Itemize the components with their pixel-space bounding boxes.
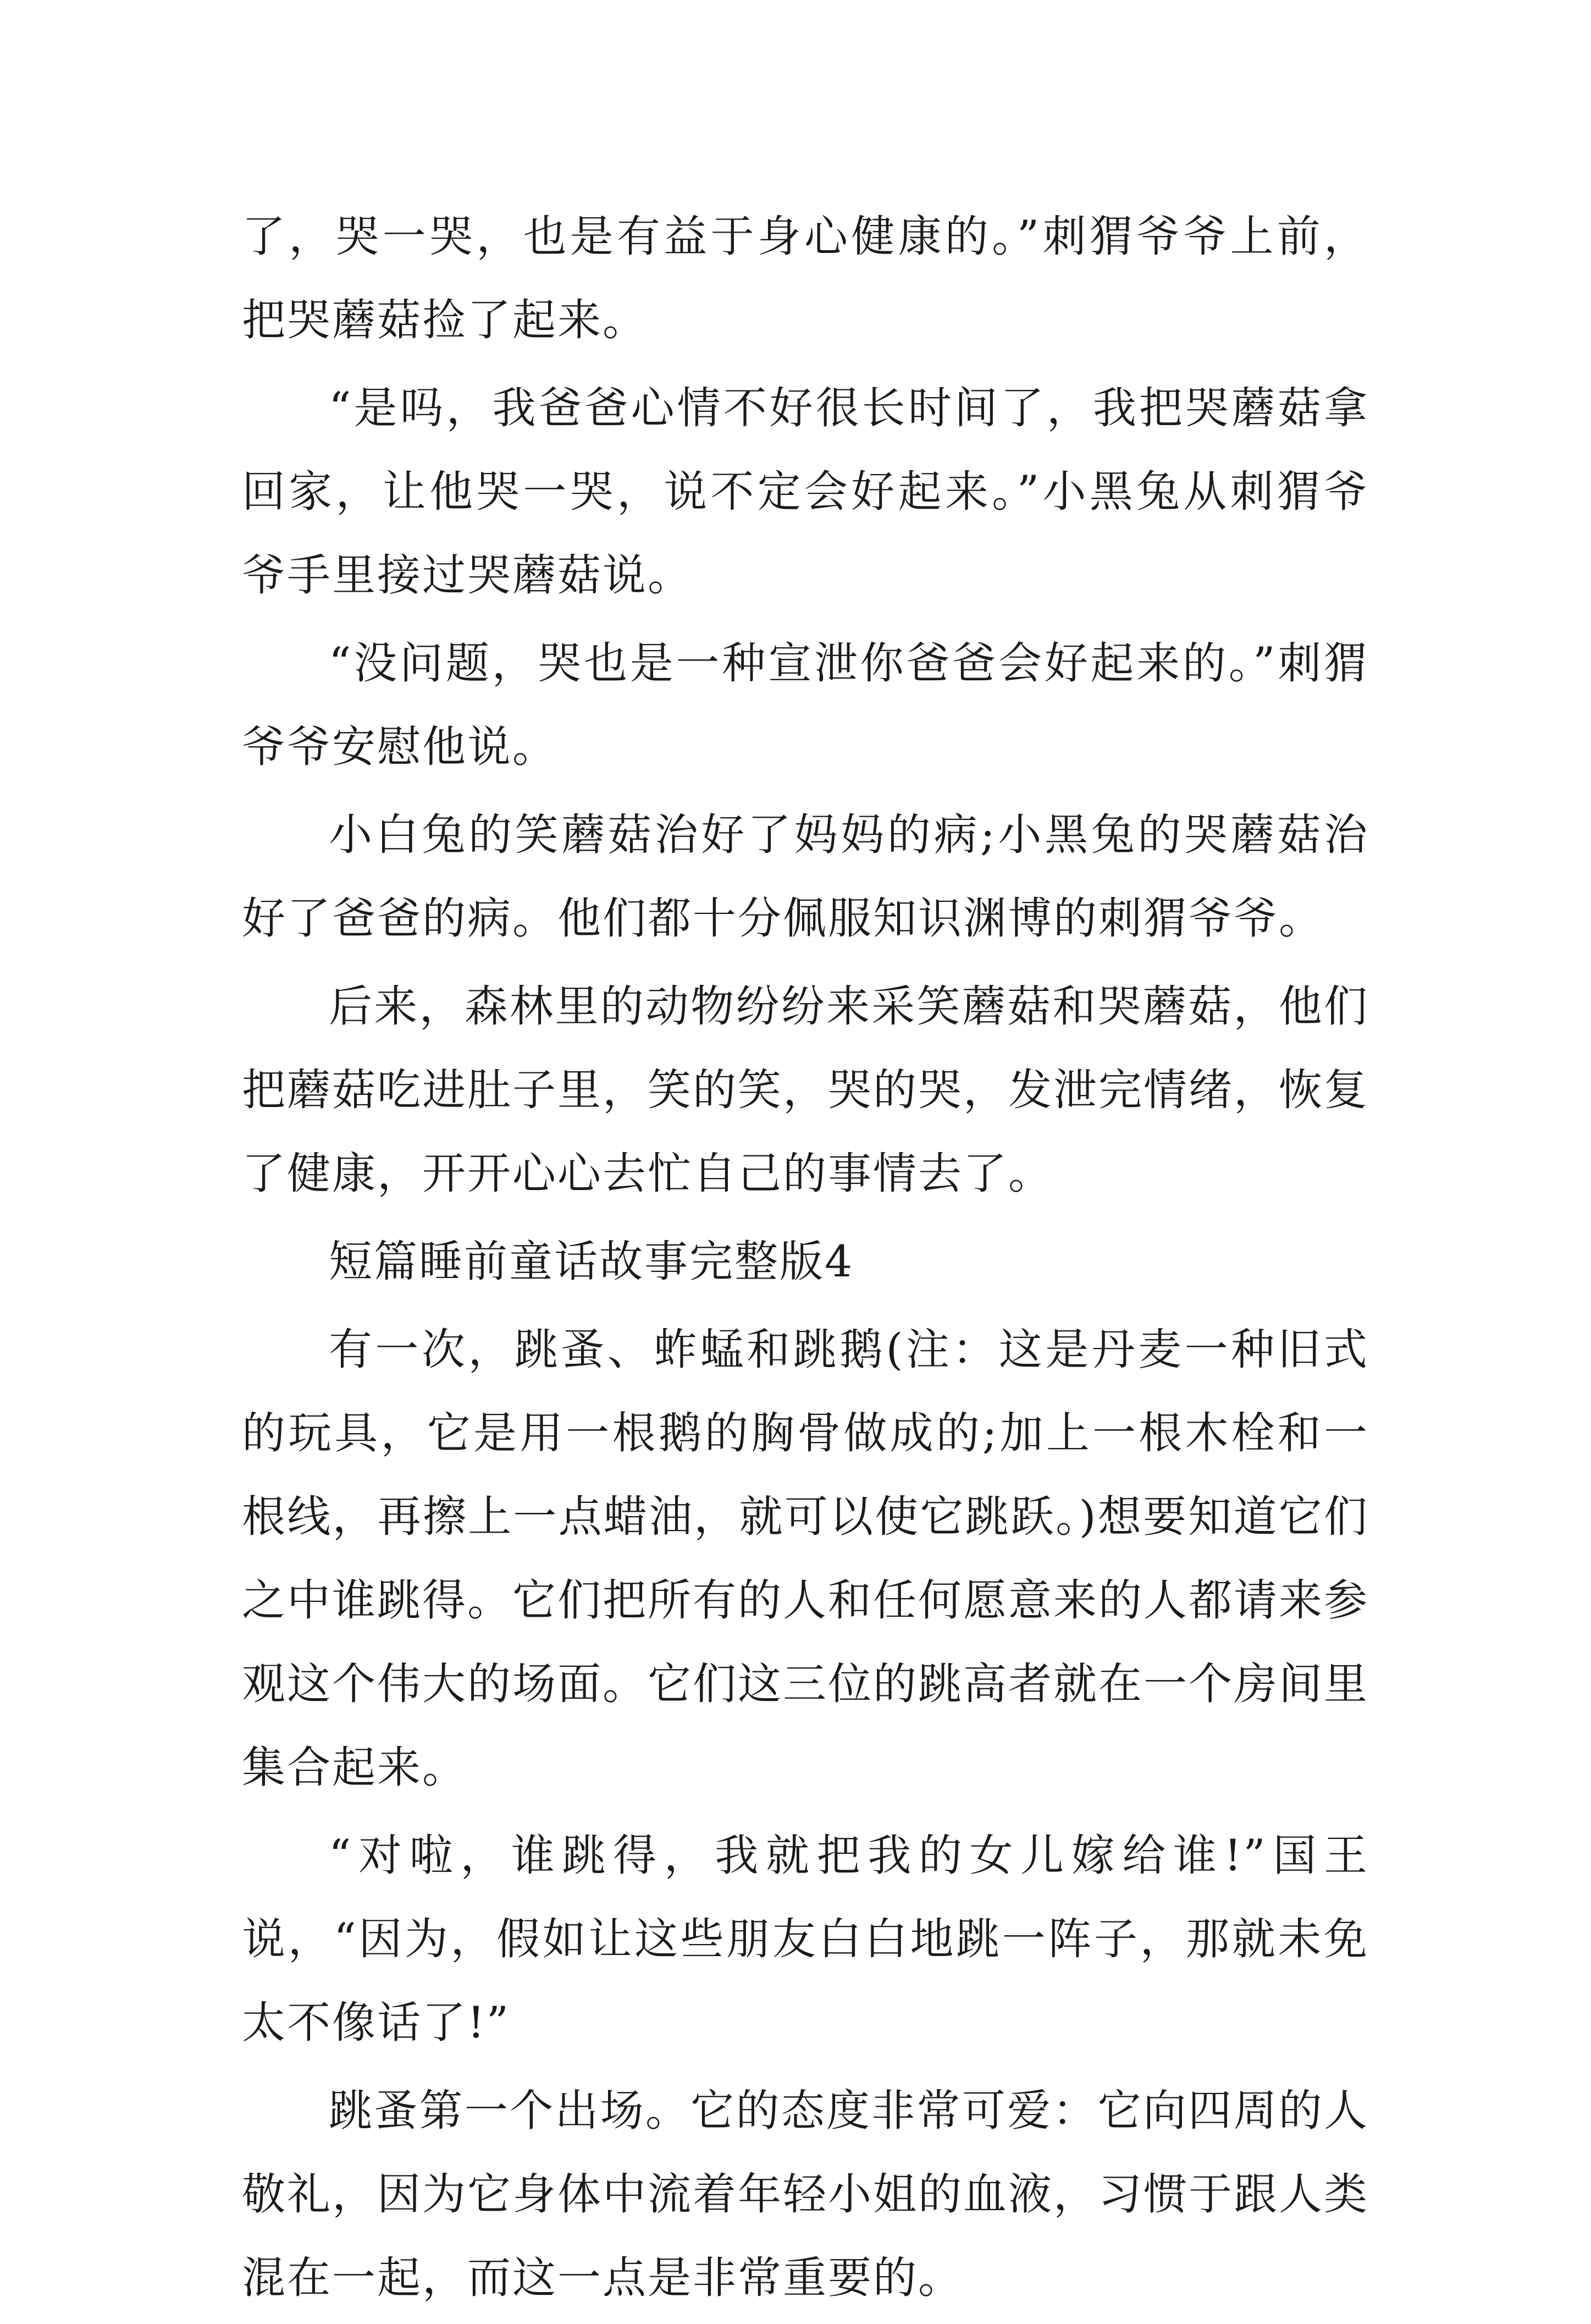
paragraph: “是吗，我爸爸心情不好很长时间了，我把哭蘑菇拿回家，让他哭一哭，说不定会好起来。”小黑兔从刺猬爷爷手里接过哭蘑菇说。 xyxy=(242,383,1369,601)
paragraph: “没问题，哭也是一种宣泄你爸爸会好起来的。”刺猬爷爷安慰他说。 xyxy=(242,638,1369,772)
section-heading: 短篇睡前童话故事完整版4 xyxy=(329,1236,854,1287)
paragraph: 小白兔的笑蘑菇治好了妈妈的病;小黑兔的哭蘑菇治好了爸爸的病。他们都十分佩服知识渊博的刺猬爷爷。 xyxy=(242,809,1369,944)
paragraph: “对啦，谁跳得，我就把我的女儿嫁给谁!”国王说，“因为，假如让这些朋友白白地跳一阵子，那就未免太不像话了!” xyxy=(242,1830,1369,2048)
paragraph: 有一次，跳蚤、蚱蜢和跳鹅(注：这是丹麦一种旧式的玩具，它是用一根鹅的胸骨做成的;加上一根木栓和一根线，再擦上一点蜡油，就可以使它跳跃。)想要知道它们之中谁跳得。它们把所有的人和任何愿意来的人都请来参观这个伟大的场面。它们这三位的跳高者就在一个房间里集合起来。 xyxy=(242,1324,1369,1793)
document-body xyxy=(242,195,1369,2324)
paragraph: 跳蚤第一个出场。它的态度非常可爱：它向四周的人敬礼，因为它身体中流着年轻小姐的血液，习惯于跟人类混在一起，而这一点是非常重要的。 xyxy=(242,2085,1369,2303)
paragraph: 后来，森林里的动物纷纷来采笑蘑菇和哭蘑菇，他们把蘑菇吃进肚子里，笑的笑，哭的哭，发泄完情绪，恢复了健康，开开心心去忙自己的事情去了。 xyxy=(242,981,1369,1199)
paragraph: 了，哭一哭，也是有益于身心健康的。”刺猬爷爷上前，把哭蘑菇捡了起来。 xyxy=(242,211,1369,345)
